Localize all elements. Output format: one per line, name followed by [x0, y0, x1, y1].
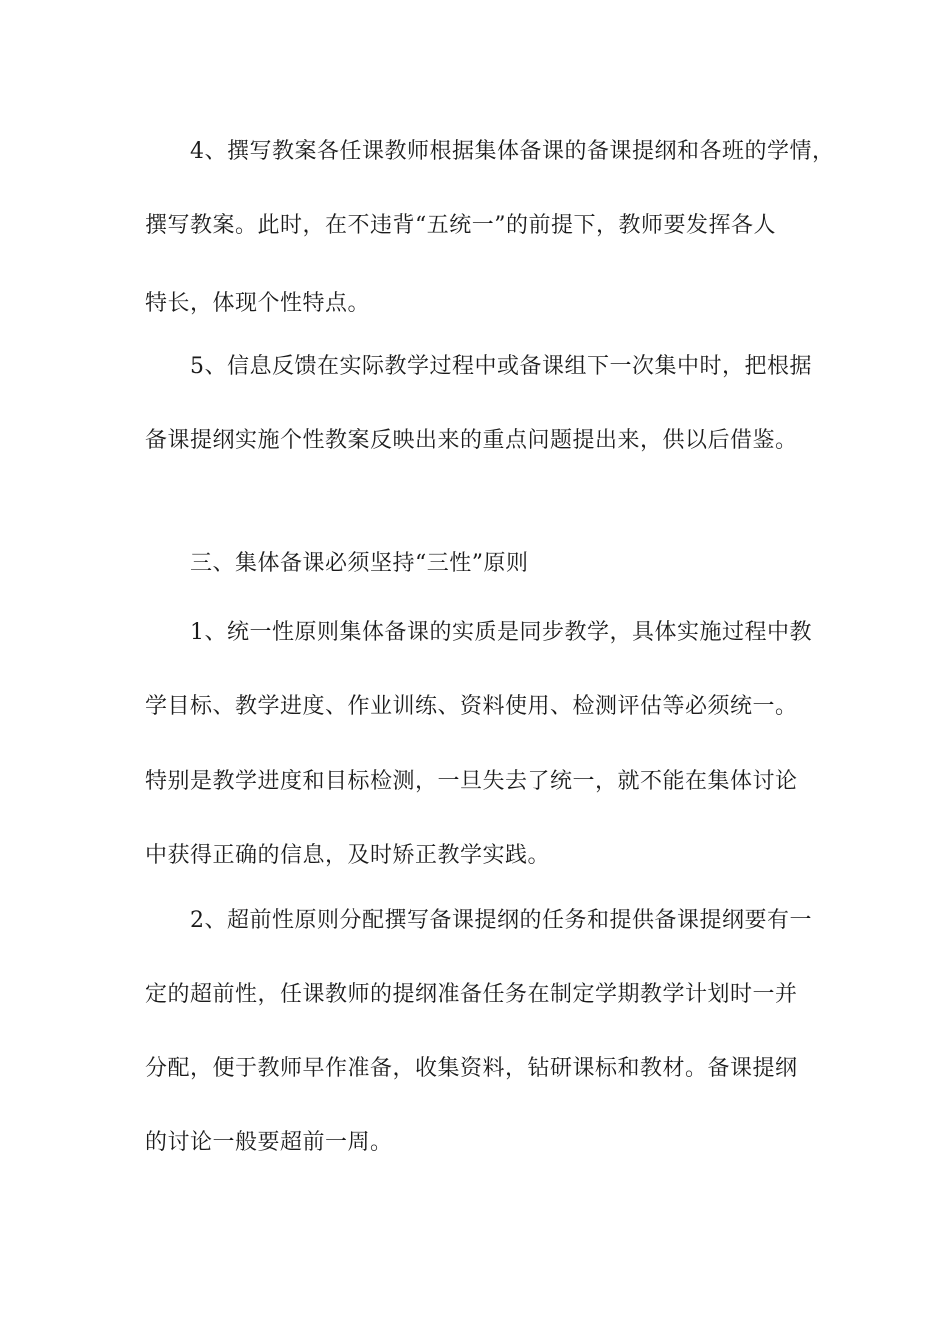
principle-1-line-4: 中获得正确的信息，及时矫正教学实践。 [145, 843, 551, 868]
principle-2-line-3: 分配，便于教师早作准备，收集资料，钻研课标和教材。备课提纲 [145, 1056, 798, 1081]
principle-1-line-1: 1、统一性原则集体备课的实质是同步教学，具体实施过程中教 [190, 620, 812, 645]
paragraph-4-line-3: 特长，体现个性特点。 [145, 291, 371, 316]
paragraph-4-line-2: 撰写教案。此时，在不违背“五统一”的前提下，教师要发挥各人 [145, 213, 776, 238]
paragraph-5-line-2: 备课提纲实施个性教案反映出来的重点问题提出来，供以后借鉴。 [145, 428, 798, 453]
paragraph-4-line-1: 4、撰写教案各任课教师根据集体备课的备课提纲和各班的学情， [190, 139, 835, 164]
principle-2-line-2: 定的超前性，任课教师的提纲准备任务在制定学期教学计划时一并 [145, 982, 798, 1007]
principle-2-line-4: 的讨论一般要超前一周。 [145, 1130, 393, 1155]
principle-1-line-2: 学目标、教学进度、作业训练、资料使用、检测评估等必须统一。 [145, 694, 798, 719]
principle-2-line-1: 2、超前性原则分配撰写备课提纲的任务和提供备课提纲要有一 [190, 908, 812, 933]
principle-1-line-3: 特别是教学进度和目标检测，一旦失去了统一，就不能在集体讨论 [145, 769, 798, 794]
paragraph-5-line-1: 5、信息反馈在实际教学过程中或备课组下一次集中时，把根据 [190, 354, 812, 379]
section-heading-three: 三、集体备课必须坚持“三性”原则 [190, 551, 529, 576]
